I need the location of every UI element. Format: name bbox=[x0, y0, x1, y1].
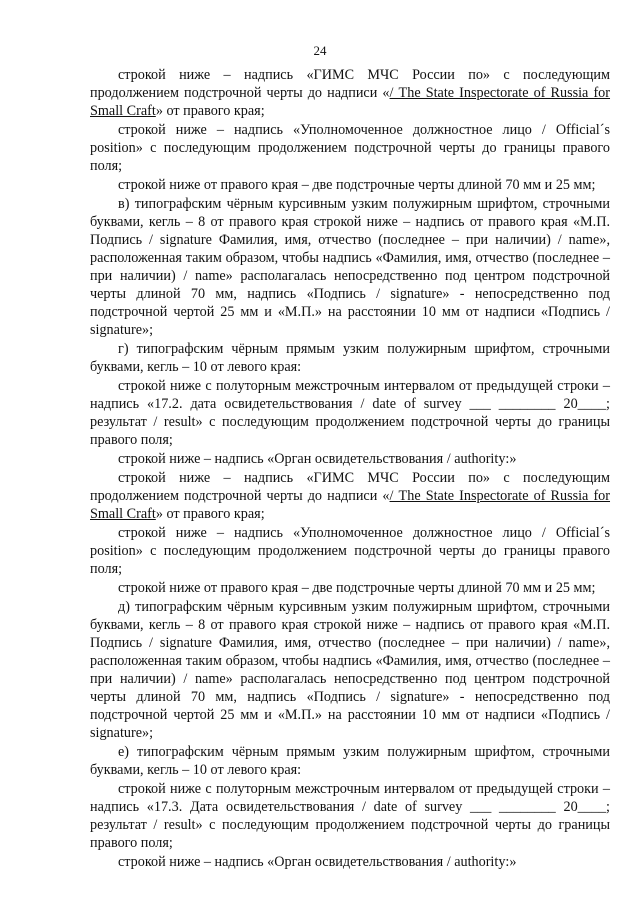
underlined-text: / The State Inspectorate of Russia for Small Craft bbox=[90, 85, 611, 119]
paragraph bbox=[90, 377, 610, 449]
paragraph-text: строкой ниже – надпись «ГИМС МЧС России по» с последующим продолжением подстрочной черты до надписи « bbox=[90, 67, 610, 101]
document-body bbox=[90, 66, 610, 871]
paragraph-text: строкой ниже с полуторным межстрочным интервалом от предыдущей строки – надпись «17.2. дата освидетельствования / date of survey ___ ________ 20____; результат / result» с последующим продолжением подстрочной черты до границы правого поля; bbox=[90, 378, 610, 448]
paragraph-text: г) типографским чёрным прямым узким полужирным шрифтом, строчными буквами, кегль – 10 от левого края: bbox=[90, 341, 610, 375]
paragraph bbox=[90, 121, 610, 175]
paragraph-text: в) типографским чёрным курсивным узким полужирным шрифтом, строчными буквами, кегль – 8 от правого края строкой ниже – надпись от правого края «М.П. Подпись / signature Фамилия, имя, отчество (последнее – при наличии) / name», расположенная таким образом, чтобы надпись «Фамилия, имя, отчество (последнее – при наличии) / name» располагалась непосредственно под центром подстрочной черты длиной 70 мм, надпись «Подпись / signature» - непосредственно под подстрочной чертой 25 мм и «М.П.» на расстоянии 10 мм от надписи «Подпись / signature»; bbox=[90, 196, 610, 338]
paragraph bbox=[90, 598, 610, 742]
page-number: 24 bbox=[313, 43, 327, 58]
paragraph bbox=[90, 176, 610, 194]
paragraph-text: строкой ниже с полуторным межстрочным интервалом от предыдущей строки – надпись «17.3. Дата освидетельствования / date of survey ___ ________ 20____; результат / result» с последующим продолжением подстрочной черты до границы правого поля; bbox=[90, 781, 610, 851]
paragraph bbox=[90, 195, 610, 339]
paragraph-text: » от правого края; bbox=[155, 103, 265, 119]
paragraph bbox=[90, 66, 610, 120]
paragraph-text: строкой ниже от правого края – две подстрочные черты длиной 70 мм и 25 мм; bbox=[118, 177, 596, 193]
paragraph bbox=[90, 469, 610, 523]
paragraph bbox=[90, 340, 610, 376]
underlined-text: / The State Inspectorate of Russia for Small Craft bbox=[90, 488, 611, 522]
paragraph bbox=[90, 853, 610, 871]
paragraph-text: строкой ниже – надпись «Орган освидетельствования / authority:» bbox=[118, 451, 517, 467]
paragraph-text: строкой ниже – надпись «Орган освидетельствования / authority:» bbox=[118, 854, 517, 870]
paragraph-text: строкой ниже – надпись «ГИМС МЧС России по» с последующим продолжением подстрочной черты до надписи « bbox=[90, 470, 610, 504]
paragraph-text: » от правого края; bbox=[155, 506, 265, 522]
paragraph-text: е) типографским чёрным прямым узким полужирным шрифтом, строчными буквами, кегль – 10 от левого края: bbox=[90, 744, 610, 778]
paragraph-text: строкой ниже – надпись «Уполномоченное должностное лицо / Official´s position» с последующим продолжением подстрочной черты до границы правого поля; bbox=[90, 525, 610, 577]
paragraph-text: строкой ниже – надпись «Уполномоченное должностное лицо / Official´s position» с последующим продолжением подстрочной черты до границы правого поля; bbox=[90, 122, 610, 174]
paragraph bbox=[90, 579, 610, 597]
paragraph bbox=[90, 743, 610, 779]
paragraph-text: д) типографским чёрным курсивным узким полужирным шрифтом, строчными буквами, кегль – 8 от правого края строкой ниже – надпись от правого края «М.П. Подпись / signature Фамилия, имя, отчество (последнее – при наличии) / name», расположенная таким образом, чтобы надпись «Фамилия, имя, отчество (последнее – при наличии) / name» располагалась непосредственно под центром подстрочной черты длиной 70 мм, надпись «Подпись / signature» - непосредственно под подстрочной чертой 25 мм и «М.П.» на расстоянии 10 мм от надписи «Подпись / signature»; bbox=[90, 599, 610, 741]
paragraph bbox=[90, 780, 610, 852]
paragraph bbox=[90, 450, 610, 468]
paragraph bbox=[90, 524, 610, 578]
paragraph-text: строкой ниже от правого края – две подстрочные черты длиной 70 мм и 25 мм; bbox=[118, 580, 596, 596]
